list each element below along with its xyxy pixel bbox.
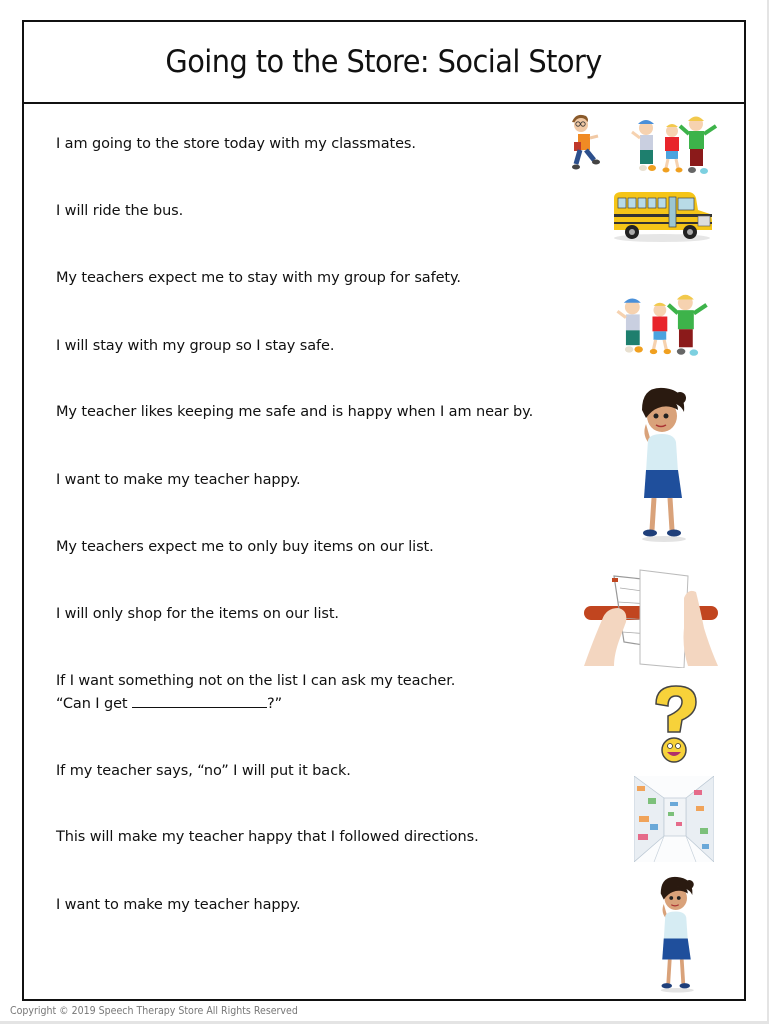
store-aisle-icon bbox=[634, 776, 714, 862]
story-line-10: If my teacher says, “no” I will put it back. bbox=[56, 763, 351, 779]
boy-walking-icon bbox=[564, 112, 606, 174]
question-mark-icon bbox=[650, 684, 698, 766]
page-title: Going to the Store: Social Story bbox=[165, 44, 603, 80]
prompt-prefix: “Can I get bbox=[56, 696, 133, 712]
story-line-9: If I want something not on the list I can ask my teacher. bbox=[56, 673, 456, 689]
group-of-kids-icon bbox=[628, 112, 720, 178]
school-bus-icon bbox=[610, 188, 714, 244]
story-line-2: I will ride the bus. bbox=[56, 203, 184, 219]
story-line-8: I will only shop for the items on our list. bbox=[56, 606, 339, 622]
story-line-7: My teachers expect me to only buy items on our list. bbox=[56, 539, 434, 555]
story-line-6: I want to make my teacher happy. bbox=[56, 472, 301, 488]
prompt-suffix: ?” bbox=[267, 696, 283, 712]
copyright-notice: Copyright © 2019 Speech Therapy Store All Rights Reserved bbox=[10, 1005, 298, 1017]
teacher-icon bbox=[650, 874, 700, 994]
story-line-1: I am going to the store today with my classmates. bbox=[56, 136, 416, 152]
teacher-icon bbox=[628, 384, 694, 544]
fill-in-blank[interactable] bbox=[132, 693, 267, 708]
story-line-3: My teachers expect me to stay with my group for safety. bbox=[56, 270, 461, 286]
story-line-4: I will stay with my group so I stay safe. bbox=[56, 338, 335, 354]
title-box bbox=[24, 22, 744, 104]
fill-in-prompt bbox=[56, 693, 282, 716]
story-line-5: My teacher likes keeping me safe and is happy when I am near by. bbox=[56, 404, 534, 420]
group-of-kids-icon bbox=[612, 290, 712, 360]
story-line-12: I want to make my teacher happy. bbox=[56, 897, 301, 913]
shopping-list-cart-icon bbox=[584, 568, 718, 668]
story-line-11: This will make my teacher happy that I followed directions. bbox=[56, 829, 479, 845]
